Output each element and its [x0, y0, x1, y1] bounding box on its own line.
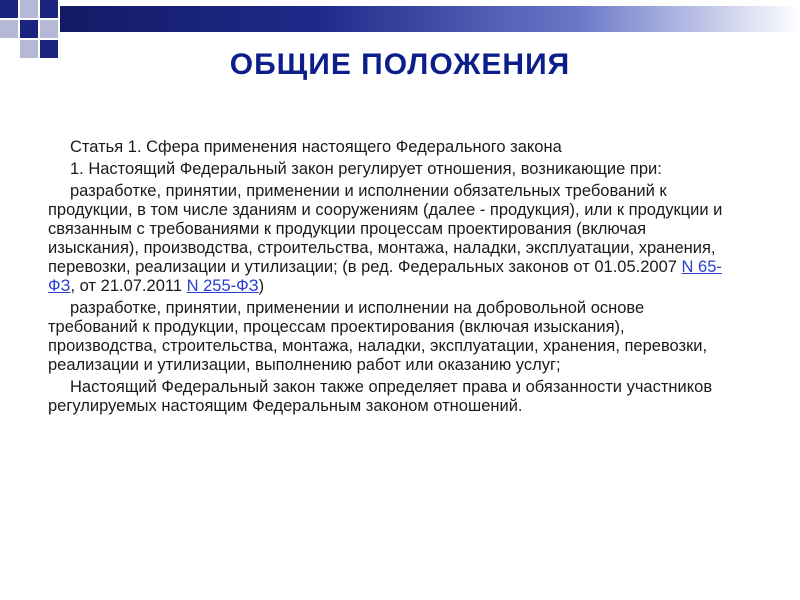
paragraph-text: , от 21.07.2011	[70, 277, 187, 295]
law-link-255fz[interactable]: N 255-ФЗ	[186, 277, 259, 295]
decor-square	[20, 20, 38, 38]
law-link-65fz[interactable]: N 65-ФЗ	[48, 258, 722, 295]
paragraph-rights: Настоящий Федеральный закон также определяет права и обязанности участников регулируемых настоящим Федеральным законом отношений.	[48, 378, 713, 415]
decor-square	[40, 0, 58, 18]
decor-square	[20, 0, 38, 18]
slide-title: ОБЩИЕ ПОЛОЖЕНИЯ	[229, 48, 571, 81]
slide-body	[48, 138, 728, 419]
article-heading: Статья 1. Сфера применения настоящего Федерального закона	[70, 138, 562, 156]
decor-square	[0, 0, 18, 18]
paragraph-text: разработке, принятии, применении и исполнении обязательных требований к продукции, в том числе зданиям и сооружениям (далее - продукция), или к продукции и связанным с требованиями к продукции процессам проектирования (включая изыскания), производства, строительства, монтажа, наладки, эксплуатации, хранения, перевозки, реализации и утилизации; (в ред. Федеральных законов от 01.05.2007	[48, 182, 723, 276]
decor-square	[0, 20, 18, 38]
header-gradient-bar	[60, 6, 800, 32]
paragraph-intro: 1. Настоящий Федеральный закон регулирует отношения, возникающие при:	[70, 160, 662, 178]
decor-square	[40, 20, 58, 38]
paragraph-mandatory	[48, 182, 728, 296]
paragraph-text: )	[258, 277, 265, 295]
paragraph-voluntary: разработке, принятии, применении и исполнении на добровольной основе требований к продукции, процессам проектирования (включая изыскания), производства, строительства, монтажа, наладки, эксплуатации, хранения, перевозки, реализации и утилизации, выполнению работ или оказанию услуг;	[48, 299, 708, 374]
